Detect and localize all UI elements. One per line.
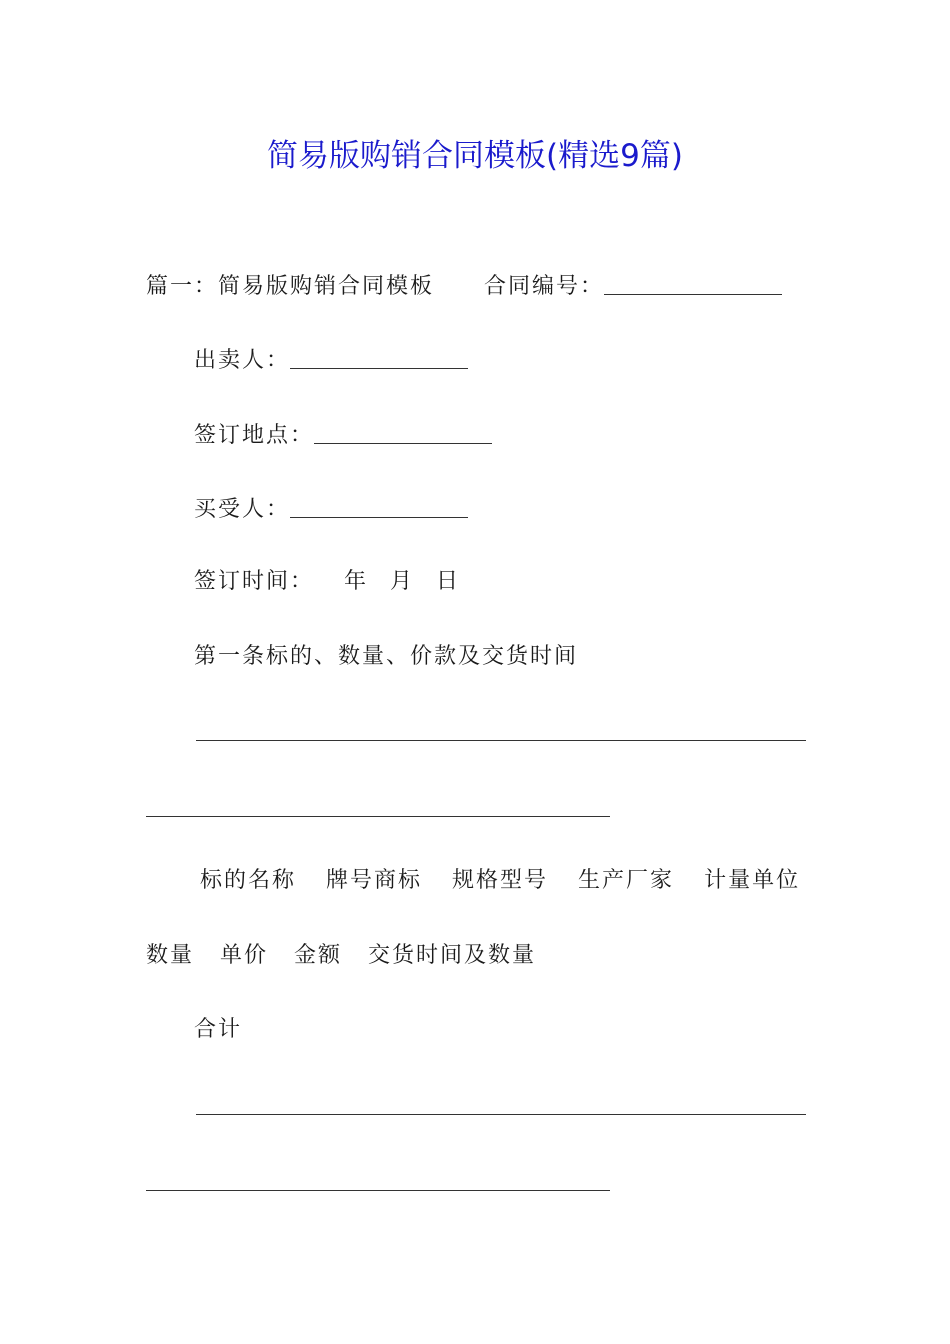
fill-in-line (146, 1190, 610, 1191)
header-manufacturer: 生产厂家 (578, 868, 675, 893)
fill-in-line (196, 740, 806, 741)
seller-label: 出卖人： (194, 348, 291, 373)
place-label: 签订地点： (194, 423, 315, 448)
section-heading-line (146, 270, 782, 302)
contract-number-label: 合同编号： (484, 274, 605, 299)
year-label: 年 (344, 569, 369, 594)
place-line (194, 419, 492, 451)
total-label: 合计 (194, 1017, 243, 1042)
contract-number-blank (604, 272, 782, 295)
header-quantity: 数量 (146, 943, 195, 968)
signing-time-label: 签订时间： (194, 569, 315, 594)
header-spec-model: 规格型号 (452, 868, 549, 893)
header-amount: 金额 (294, 943, 343, 968)
header-unit: 计量单位 (704, 868, 801, 893)
table-header-row-1 (200, 866, 800, 896)
document-title: 简易版购销合同模板(精选9篇) (267, 138, 683, 174)
section-label: 篇一：简易版购销合同模板 (146, 274, 435, 299)
place-blank (314, 421, 492, 444)
fill-in-line (196, 1114, 806, 1115)
header-unit-price: 单价 (220, 943, 269, 968)
signing-time-line (194, 567, 460, 597)
seller-line (194, 344, 468, 376)
buyer-line (194, 493, 468, 525)
header-delivery-time-qty: 交货时间及数量 (368, 943, 537, 968)
table-header-row-2 (146, 941, 536, 971)
header-brand: 牌号商标 (326, 868, 423, 893)
header-subject-name: 标的名称 (200, 868, 297, 893)
seller-blank (290, 346, 468, 369)
buyer-blank (290, 495, 468, 518)
clause-one-heading: 第一条标的、数量、价款及交货时间 (194, 644, 579, 669)
fill-in-line (146, 816, 610, 817)
buyer-label: 买受人： (194, 497, 291, 522)
day-label: 日 (436, 569, 461, 594)
month-label: 月 (390, 569, 415, 594)
